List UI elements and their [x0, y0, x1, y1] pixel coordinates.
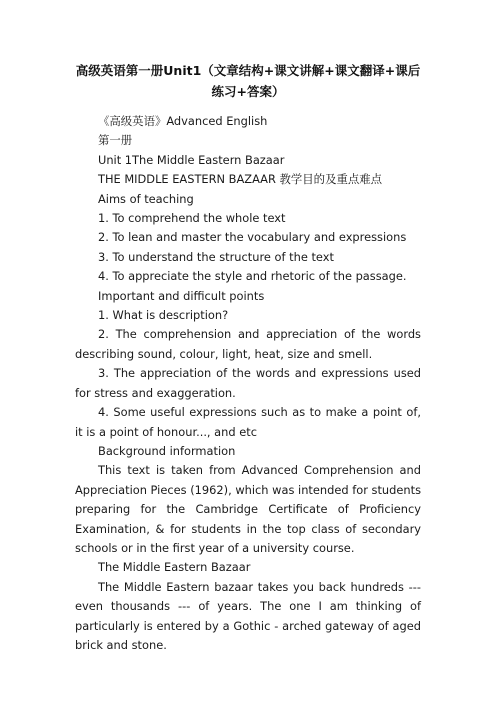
- text-paragraph: The Middle Eastern bazaar takes you back hundreds --- even thousands --- of years. The one I am thinking of particularly is entered by a Gothic - arched gateway of aged brick and stone.: [75, 579, 421, 652]
- aim-item: 2. To lean and master the vocabulary and expressions: [98, 230, 407, 245]
- aim-item: 1. To comprehend the whole text: [98, 211, 286, 226]
- aim-item: 4. To appreciate the style and rhetoric of the passage.: [98, 269, 407, 284]
- background-paragraph: This text is taken from Advanced Comprehension and Appreciation Pieces (1962), which was intended for students preparing for the Cambridge Certificate of Proficiency Examination, & for students in the top class of secondary schools or in the first year of a university course.: [75, 463, 421, 555]
- aims-heading: Aims of teaching: [98, 191, 194, 206]
- aims-title: THE MIDDLE EASTERN BAZAAR 教学目的及重点难点: [98, 172, 383, 187]
- point-item: 1. What is description?: [98, 308, 229, 323]
- aim-item: 3. To understand the structure of the text: [98, 249, 334, 264]
- point-item: 4. Some useful expressions such as to make a point of, it is a point of honour..., and etc: [75, 405, 421, 439]
- book-title: 《高级英语》Advanced English: [98, 114, 268, 128]
- point-item: 2. The comprehension and appreciation of the words describing sound, colour, light, heat, size and smell.: [75, 327, 421, 361]
- volume-label: 第一册: [98, 133, 133, 148]
- document-title: 高级英语第一册Unit1（文章结构+课文讲解+课文翻译+课后练习+答案）: [75, 63, 421, 99]
- point-item: 3. The appreciation of the words and expressions used for stress and exaggeration.: [75, 366, 421, 400]
- points-heading: Important and difficult points: [98, 288, 265, 303]
- background-heading: Background information: [98, 443, 236, 458]
- unit-title: Unit 1The Middle Eastern Bazaar: [98, 152, 285, 167]
- text-title: The Middle Eastern Bazaar: [98, 560, 251, 575]
